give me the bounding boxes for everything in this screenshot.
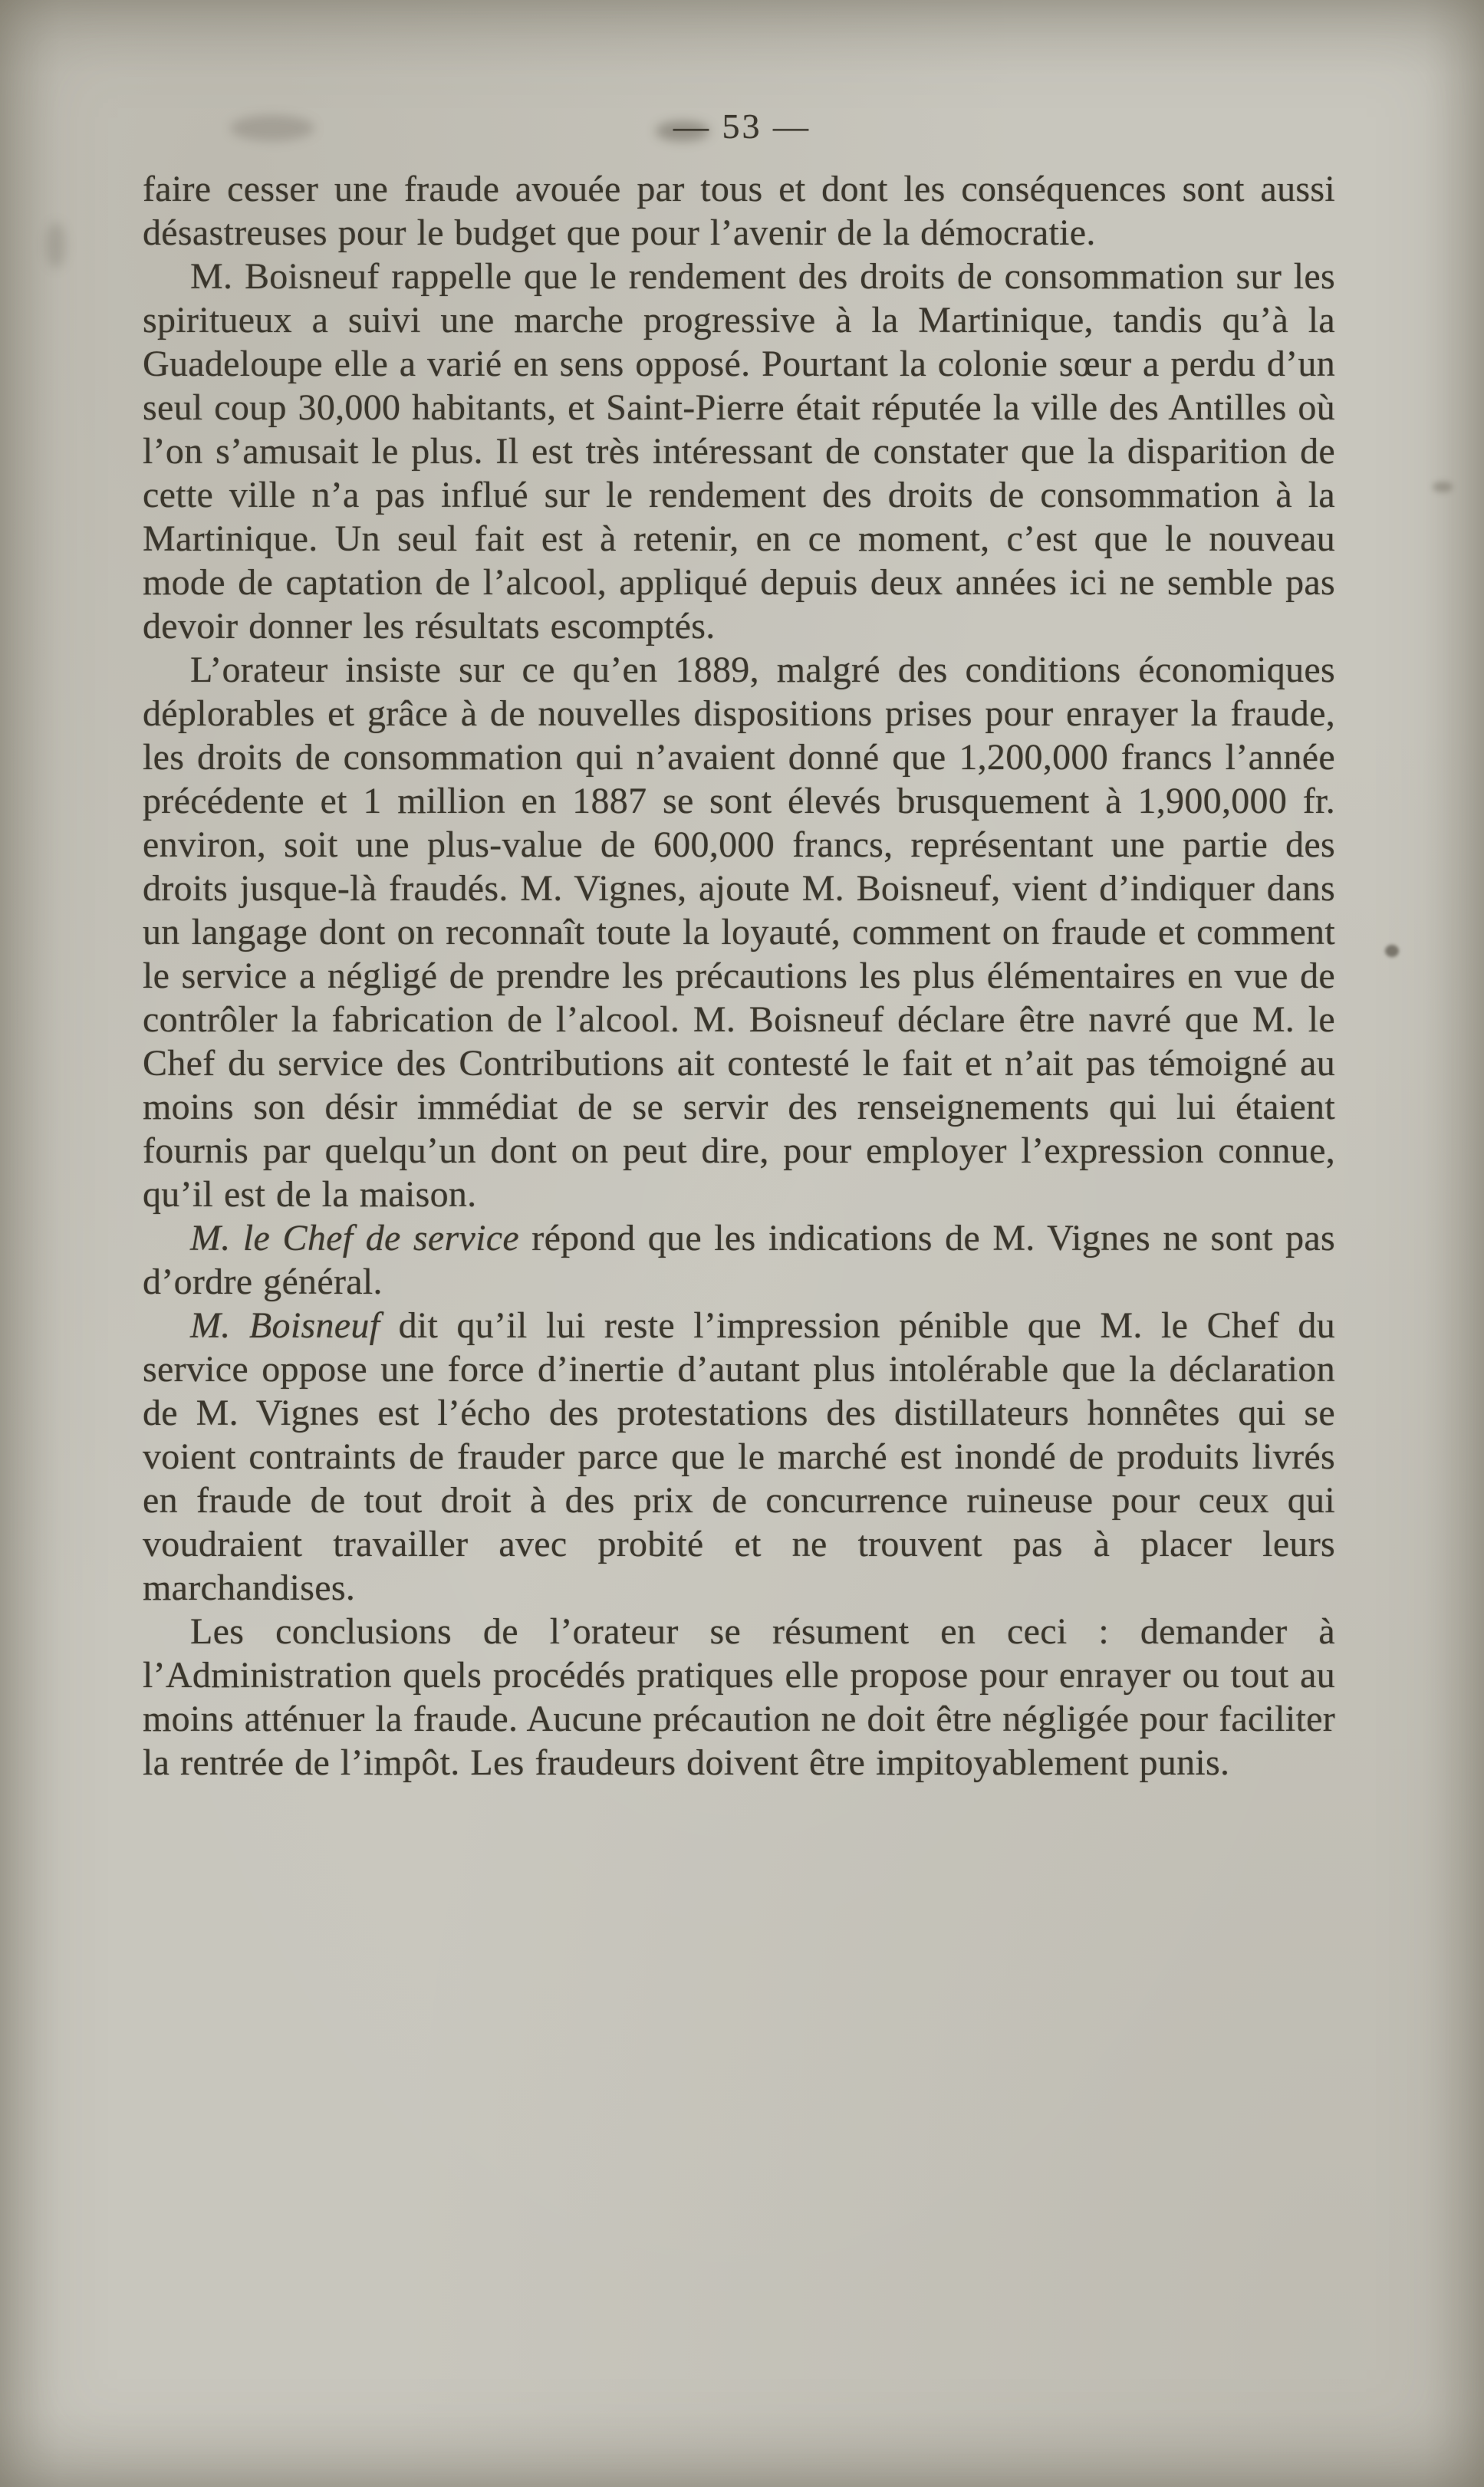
paragraph <box>143 255 1335 648</box>
ink-smudge <box>46 222 66 268</box>
paragraph-text: M. Boisneuf rappelle que le rendement des droits de consommation sur les spiritueux a suivi une marche progressive à la Martinique, tandis qu’à la Guadeloupe elle a varié en sens opposé. Pourtant la colonie sœur a perdu d’un seul coup 30,000 habitants, et Saint-Pierre était réputée la ville des Antilles où l’on s’amusait le plus. Il est très intéressant de constater que la disparition de cette ville n’a pas influé sur le rendement des droits de consommation à la Martinique. Un seul fait est à retenir, en ce moment, c’est que le nouveau mode de captation de l’alcool, appliqué depuis deux années ici ne semble pas devoir donner les résultats escomptés. <box>143 256 1335 646</box>
paragraph-text: dit qu’il lui reste l’impression pénible que M. le Chef du service oppose une force d’inertie d’autant plus intolérable que la déclaration de M. Vignes est l’écho des protestations des distillateurs honnêtes qui se voient contraints de frauder parce que le marché est inondé de produits livrés en fraude de tout droit à des prix de concurrence ruineuse pour ceux qui voudraient travailler avec probité et ne trouvent pas à placer leurs marchandises. <box>143 1305 1335 1608</box>
paragraph <box>143 648 1335 1216</box>
paragraph-text: faire cesser une fraude avouée par tous et dont les conséquences sont aussi désastreuses pour le budget que pour l’avenir de la démocratie. <box>143 169 1335 253</box>
ink-smudge <box>1385 945 1399 957</box>
paragraph <box>143 1610 1335 1785</box>
speaker-name: M. le Chef de service <box>190 1218 519 1258</box>
page-number: — 53 — <box>673 107 811 146</box>
ink-smudge <box>1433 482 1453 492</box>
paragraph-text: L’orateur insiste sur ce qu’en 1889, malgré des conditions économiques déplorables et grâce à de nouvelles dispositions prises pour enrayer la fraude, les droits de consommation qui n’avaient donné que 1,200,000 francs l’année précédente et 1 million en 1887 se sont élevés brusquement à 1,900,000 fr. environ, soit une plus-value de 600,000 francs, représentant une partie des droits jusque-là fraudés. M. Vignes, ajoute M. Boisneuf, vient d’indiquer dans un langage dont on reconnaît toute la loyauté, comment on fraude et comment le service a négligé de prendre les précautions les plus élémentaires en vue de contrôler la fabrication de l’alcool. M. Boisneuf déclare être navré que M. le Chef du service des Contributions ait contesté le fait et n’ait pas témoigné au moins son désir immédiat de se servir des renseignements qui lui étaient fournis par quelqu’un dont on peut dire, pour employer l’expression connue, qu’il est de la maison. <box>143 650 1335 1215</box>
paragraph-text: répond que les indications de M. Vignes ne sont pas d’ordre général. <box>143 1218 1335 1302</box>
text-block <box>143 167 1335 1785</box>
paragraph <box>143 1216 1335 1304</box>
paragraph <box>143 1304 1335 1610</box>
paragraph-text: Les conclusions de l’orateur se résument en ceci : demander à l’Administration quels procédés pratiques elle propose pour enrayer ou tout au moins atténuer la fraude. Aucune précaution ne doit être négligée pour faciliter la rentrée de l’impôt. Les fraudeurs doivent être impitoyablement punis. <box>143 1611 1335 1783</box>
paragraph <box>143 167 1335 255</box>
speaker-name: M. Boisneuf <box>190 1305 380 1346</box>
